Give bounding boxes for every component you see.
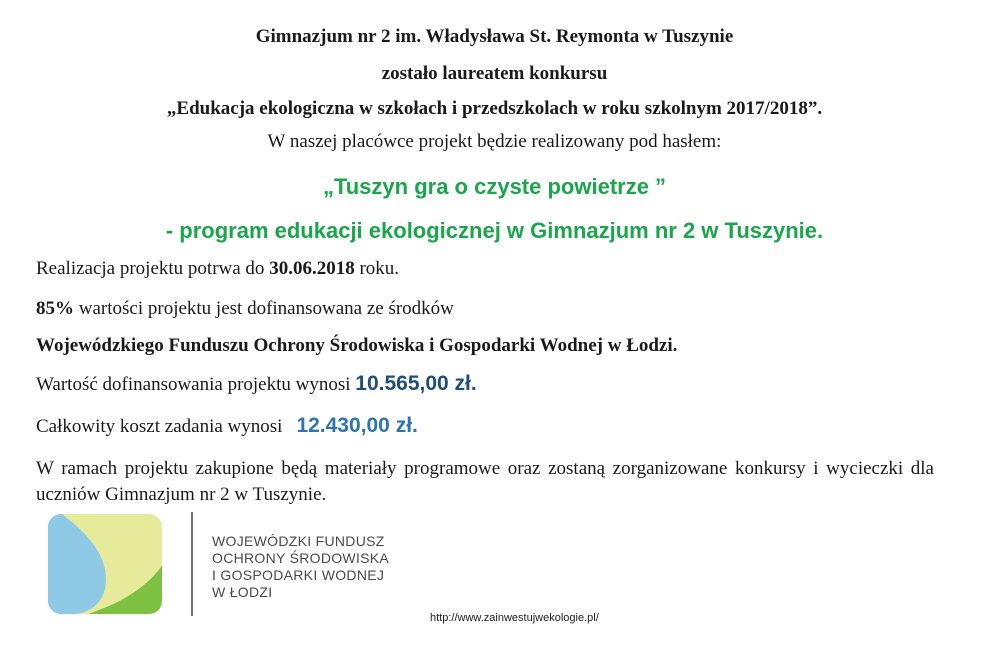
fund-name: Wojewódzkiego Funduszu Ochrony Środowiska i Gospodarki Wodnej w Łodzi. [36, 335, 678, 356]
total-cost-amount: 12.430,00 zł. [296, 414, 418, 437]
project-end-date: 30.06.2018 [269, 258, 355, 279]
funding-share [36, 298, 454, 320]
heading-slogan-intro: W naszej placówce projekt będzie realizowany pod hasłem: [267, 131, 722, 152]
funding-percent: 85% [36, 298, 74, 319]
project-duration-suffix: roku. [354, 258, 400, 279]
website-link[interactable]: http://www.zainwestujwekologie.pl/ [430, 612, 599, 624]
logo-line: OCHRONY ŚRODOWISKA [212, 550, 390, 566]
slogan-subtitle: - program edukacji ekologicznej w Gimnazjum nr 2 w Tuszynie. [165, 218, 824, 243]
project-description: W ramach projektu zakupione będą materiały programowe oraz zostaną zorganizowane konkursy i wycieczki dla uczniów Gimnazjum nr 2 w Tuszynie. [36, 458, 934, 505]
subsidy-amount-line [36, 372, 477, 396]
logo-divider [191, 512, 193, 616]
logo-wordmark [212, 533, 389, 601]
total-cost-label: Całkowity koszt zadania wynosi [36, 416, 283, 437]
total-cost-line [36, 414, 418, 438]
project-duration [36, 258, 399, 280]
logo-line: I GOSPODARKI WODNEJ [212, 567, 385, 583]
logo-line: W ŁODZI [212, 584, 273, 600]
subsidy-amount-label: Wartość dofinansowania projektu wynosi [36, 374, 356, 395]
logo-line: WOJEWÓDZKI FUNDUSZ [212, 533, 385, 549]
slogan-title: „Tuszyn gra o czyste powietrze ” [322, 174, 667, 199]
project-duration-prefix: Realizacja projektu potrwa do [36, 258, 270, 279]
heading-laureate: zostało laureatem konkursu [381, 63, 608, 84]
wfosigw-logo-icon [48, 514, 162, 614]
heading-school-name: Gimnazjum nr 2 im. Władysława St. Reymonta w Tuszynie [255, 26, 734, 47]
funding-share-text: wartości projektu jest dofinansowana ze środków [74, 298, 454, 319]
subsidy-amount: 10.565,00 zł. [355, 372, 477, 395]
heading-competition: „Edukacja ekologiczna w szkołach i przedszkolach w roku szkolnym 2017/2018”. [166, 98, 823, 119]
